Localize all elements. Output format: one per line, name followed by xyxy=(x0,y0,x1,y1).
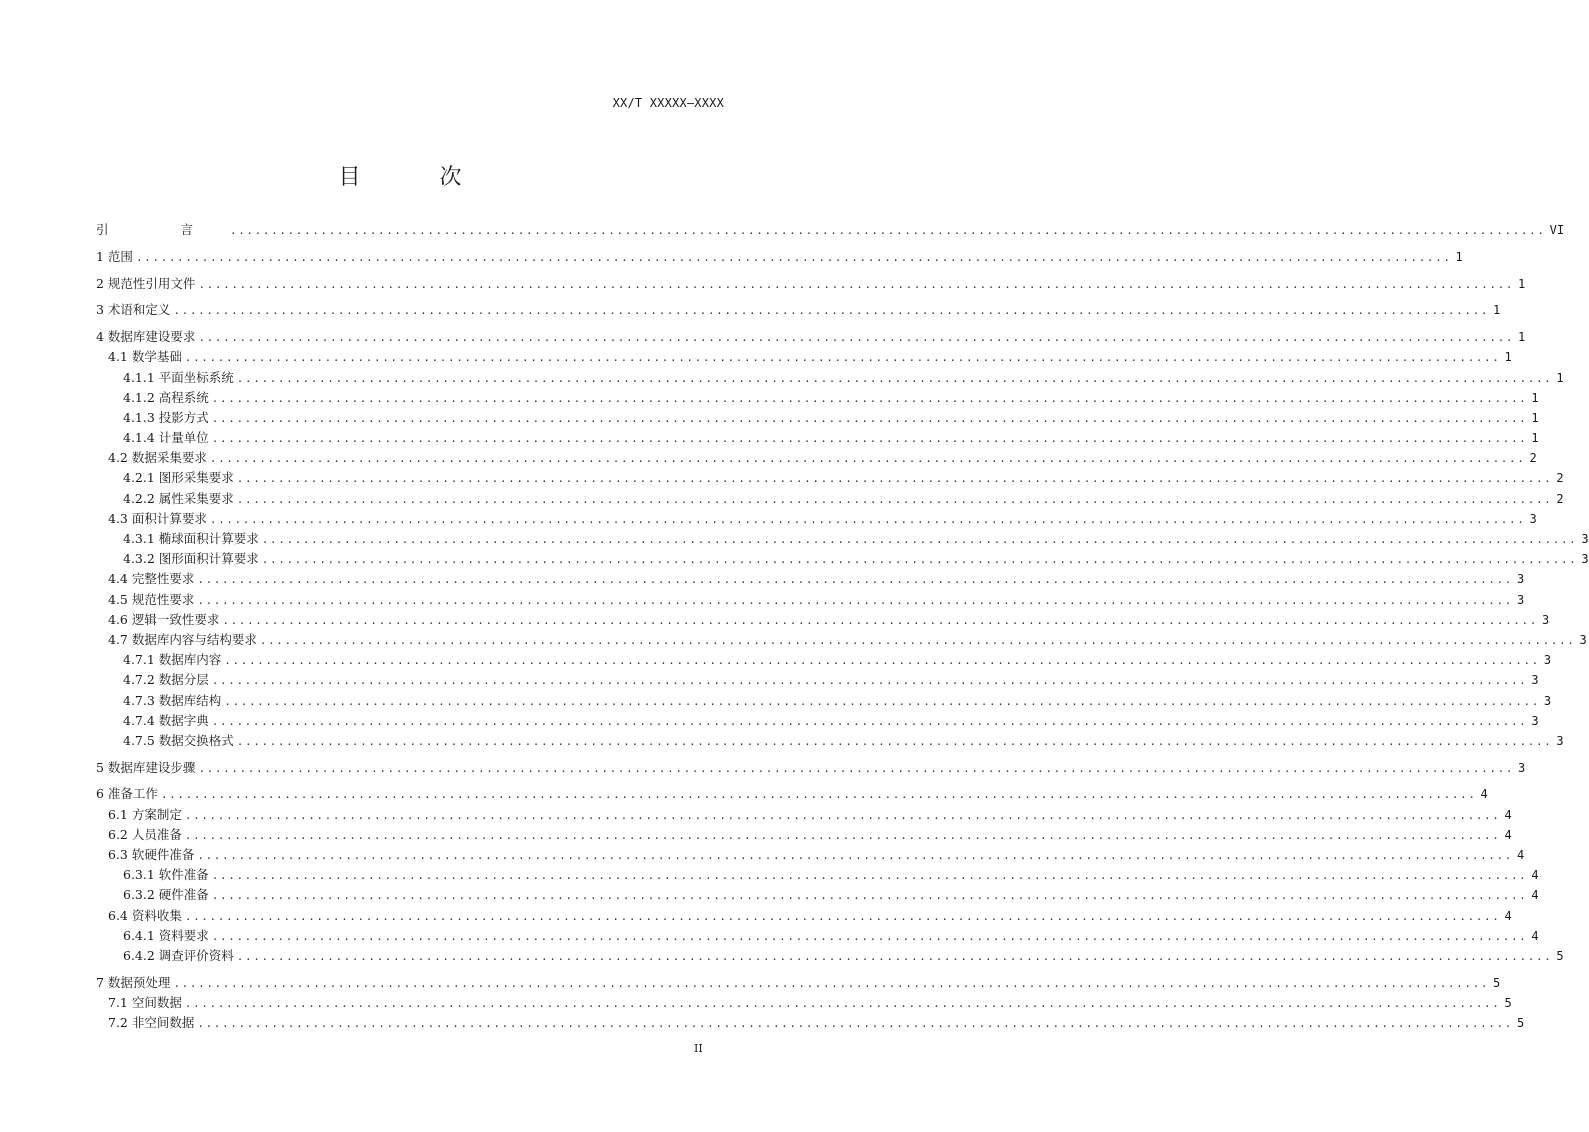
toc-dot-leader: ................................................................................................................................................................ xyxy=(229,224,1546,237)
toc-entry-label: 4.2.2 属性采集要求 xyxy=(123,490,234,506)
toc-entry[interactable] xyxy=(96,650,1552,670)
toc-entry-page: 4 xyxy=(1480,787,1488,802)
toc-entry-label: 7.2 非空间数据 xyxy=(108,1015,195,1031)
toc-dot-leader: ................................................................................................................................................................ xyxy=(236,492,1553,506)
toc-dot-leader: ................................................................................................................................................................ xyxy=(209,452,1526,466)
toc-dot-leader: ................................................................................................................................................................ xyxy=(160,788,1477,802)
toc-entry-label: 4.7.1 数据库内容 xyxy=(123,652,222,668)
toc-entry-label: 7 数据预处理 xyxy=(96,974,171,990)
toc-dot-leader: ................................................................................................................................................................ xyxy=(184,828,1501,842)
toc-entry-label: 4.1.1 平面坐标系统 xyxy=(123,369,234,385)
toc-entry-page: 3 xyxy=(1581,552,1589,567)
toc-entry-label: 4.1.2 高程系统 xyxy=(123,389,209,405)
toc-entry-label: 6.3 软硬件准备 xyxy=(108,847,195,862)
table-of-contents xyxy=(96,220,1589,1033)
toc-entry-label: 6.3.2 硬件准备 xyxy=(123,887,209,903)
toc-entry-page: 4 xyxy=(1531,888,1539,903)
toc-entry-label: 6 准备工作 xyxy=(96,786,158,802)
toc-entry-page: 4 xyxy=(1504,807,1512,822)
toc-entry-label: 4.2 数据采集要求 xyxy=(108,450,207,466)
toc-entry-page: 3 xyxy=(1581,532,1589,546)
toc-entry-page: 4 xyxy=(1516,848,1525,862)
toc-entry[interactable] xyxy=(96,946,1564,966)
toc-entry-page: 4 xyxy=(1504,827,1512,842)
toc-dot-leader: ................................................................................................................................................................ xyxy=(222,613,1538,627)
toc-entry-page: 2 xyxy=(1556,491,1564,506)
toc-entry-page: 1 xyxy=(1518,276,1526,291)
toc-entry-page: 2 xyxy=(1556,471,1564,486)
toc-entry[interactable] xyxy=(96,691,1552,711)
toc-entry-page: 4 xyxy=(1504,908,1512,923)
toc-entry-label: 引 言 xyxy=(96,222,227,237)
toc-entry-label: 4.2.1 图形采集要求 xyxy=(123,470,234,486)
toc-entry-page: 5 xyxy=(1516,1016,1525,1031)
toc-entry-label: 3 术语和定义 xyxy=(96,302,171,318)
toc-entry-page: 5 xyxy=(1556,948,1564,963)
toc-entry-label: 4.7 数据库内容与结构要求 xyxy=(108,631,257,647)
toc-dot-leader: ................................................................................................................................................................ xyxy=(224,694,1540,708)
toc-dot-leader: ................................................................................................................................................................ xyxy=(173,304,1490,318)
toc-entry[interactable] xyxy=(96,865,1539,885)
toc-entry-label: 6.4 资料收集 xyxy=(108,907,182,923)
toc-entry-page: 1 xyxy=(1518,330,1526,345)
toc-entry[interactable] xyxy=(96,529,1589,549)
toc-entry[interactable] xyxy=(96,670,1539,690)
toc-entry[interactable] xyxy=(96,468,1564,488)
toc-entry-label: 1 范围 xyxy=(96,248,133,264)
toc-entry-label: 4.1 数学基础 xyxy=(108,349,182,365)
toc-dot-leader: ................................................................................................................................................................ xyxy=(184,909,1501,923)
toc-dot-leader: ................................................................................................................................................................ xyxy=(236,472,1553,486)
toc-entry[interactable] xyxy=(96,805,1512,825)
toc-entry-label: 4.7.3 数据库结构 xyxy=(123,692,222,708)
toc-dot-leader: ................................................................................................................................................................ xyxy=(211,674,1528,688)
toc-entry[interactable] xyxy=(96,428,1539,448)
toc-entry-page: 1 xyxy=(1556,370,1564,385)
toc-entry[interactable] xyxy=(96,973,1501,993)
toc-dot-leader: ................................................................................................................................................................ xyxy=(211,889,1528,903)
toc-entry[interactable] xyxy=(96,300,1501,320)
toc-entry[interactable] xyxy=(96,569,1525,589)
toc-dot-leader: ................................................................................................................................................................ xyxy=(198,331,1515,345)
toc-entry[interactable] xyxy=(96,784,1488,804)
toc-entry[interactable] xyxy=(96,220,1565,240)
toc-entry[interactable] xyxy=(96,610,1550,630)
toc-dot-leader: ................................................................................................................................................................ xyxy=(261,533,1578,546)
toc-dot-leader: ................................................................................................................................................................ xyxy=(173,976,1490,990)
toc-dot-leader: ................................................................................................................................................................ xyxy=(211,929,1528,943)
toc-entry-page: 3 xyxy=(1529,511,1537,526)
toc-entry-page: 4 xyxy=(1531,928,1539,943)
toc-entry-page: 1 xyxy=(1531,390,1539,405)
toc-dot-leader: ................................................................................................................................................................ xyxy=(184,808,1501,822)
toc-entry-label: 4.3 面积计算要求 xyxy=(108,510,207,526)
toc-dot-leader: ................................................................................................................................................................ xyxy=(197,593,1513,607)
toc-dot-leader: ................................................................................................................................................................ xyxy=(197,573,1513,587)
toc-dot-leader: ................................................................................................................................................................ xyxy=(261,553,1578,567)
toc-entry[interactable] xyxy=(96,993,1512,1013)
toc-entry-page: 5 xyxy=(1493,975,1501,990)
toc-dot-leader: ................................................................................................................................................................ xyxy=(198,277,1515,291)
toc-dot-leader: ................................................................................................................................................................ xyxy=(211,714,1528,728)
toc-entry-label: 4.1.4 计量单位 xyxy=(123,430,209,446)
toc-dot-leader: ................................................................................................................................................................ xyxy=(211,432,1528,446)
toc-entry-page: 1 xyxy=(1504,350,1512,365)
toc-entry[interactable] xyxy=(96,489,1564,509)
toc-entry-page: 3 xyxy=(1531,673,1539,688)
toc-dot-leader: ................................................................................................................................................................ xyxy=(209,512,1526,526)
toc-entry-label: 4.3.1 椭球面积计算要求 xyxy=(123,531,259,546)
toc-title: 目 次 xyxy=(338,165,498,190)
toc-entry[interactable] xyxy=(96,448,1537,468)
toc-dot-leader: ................................................................................................................................................................ xyxy=(198,761,1515,775)
toc-entry-label: 7.1 空间数据 xyxy=(108,994,182,1010)
toc-dot-leader: ................................................................................................................................................................ xyxy=(197,849,1513,862)
toc-entry[interactable] xyxy=(96,731,1564,751)
toc-entry[interactable] xyxy=(96,327,1526,347)
toc-entry[interactable] xyxy=(96,825,1512,845)
toc-entry-label: 4.4 完整性要求 xyxy=(108,571,195,587)
page-number: II xyxy=(694,1042,703,1055)
toc-dot-leader: ................................................................................................................................................................ xyxy=(184,351,1501,365)
toc-dot-leader: ................................................................................................................................................................ xyxy=(224,654,1540,668)
toc-entry[interactable] xyxy=(96,906,1512,926)
toc-dot-leader: ................................................................................................................................................................ xyxy=(211,391,1528,405)
toc-dot-leader: ................................................................................................................................................................ xyxy=(236,371,1553,385)
toc-entry-page: 1 xyxy=(1493,303,1501,318)
toc-entry-label: 4.7.2 数据分层 xyxy=(123,672,209,688)
toc-entry[interactable] xyxy=(96,630,1587,650)
toc-entry-label: 6.2 人员准备 xyxy=(108,826,182,842)
toc-entry-label: 2 规范性引用文件 xyxy=(96,275,196,291)
toc-entry-page: 3 xyxy=(1579,632,1587,647)
toc-entry-label: 6.4.1 资料要求 xyxy=(123,927,209,943)
toc-entry-label: 6.3.1 软件准备 xyxy=(123,867,209,883)
toc-dot-leader: ................................................................................................................................................................ xyxy=(259,633,1576,647)
toc-entry[interactable] xyxy=(96,1013,1525,1033)
toc-entry[interactable] xyxy=(96,711,1539,731)
toc-entry-page: 3 xyxy=(1541,612,1550,627)
toc-entry-label: 4 数据库建设要求 xyxy=(96,329,196,345)
toc-entry[interactable] xyxy=(96,347,1512,367)
toc-entry-page: 1 xyxy=(1531,431,1539,446)
toc-entry-label: 4.5 规范性要求 xyxy=(108,591,195,607)
toc-entry-label: 4.7.5 数据交换格式 xyxy=(123,732,234,748)
toc-entry-label: 4.1.3 投影方式 xyxy=(123,409,209,425)
toc-entry-page: 4 xyxy=(1531,868,1539,883)
toc-entry[interactable] xyxy=(96,758,1526,778)
toc-entry-label: 5 数据库建设步骤 xyxy=(96,759,196,775)
toc-entry-label: 4.7.4 数据字典 xyxy=(123,712,209,728)
toc-entry[interactable] xyxy=(96,590,1525,610)
toc-entry-page: 3 xyxy=(1543,693,1552,708)
toc-dot-leader: ................................................................................................................................................................ xyxy=(211,411,1528,425)
toc-entry-page: 3 xyxy=(1516,592,1525,607)
toc-entry[interactable] xyxy=(96,274,1526,294)
toc-entry-page: 3 xyxy=(1518,760,1526,775)
toc-entry[interactable] xyxy=(96,845,1525,865)
toc-dot-leader: ................................................................................................................................................................ xyxy=(135,250,1452,264)
toc-entry-page: 5 xyxy=(1504,995,1512,1010)
toc-entry-label: 6.1 方案制定 xyxy=(108,806,182,822)
toc-entry[interactable] xyxy=(96,368,1564,388)
toc-entry[interactable] xyxy=(96,926,1539,946)
toc-entry[interactable] xyxy=(96,388,1539,408)
toc-entry-page: VI xyxy=(1549,223,1565,237)
toc-entry[interactable] xyxy=(96,549,1589,569)
toc-entry-label: 6.4.2 调查评价资料 xyxy=(123,947,234,963)
toc-entry[interactable] xyxy=(96,247,1463,267)
toc-entry-label: 4.6 逻辑一致性要求 xyxy=(108,611,220,627)
toc-entry-page: 1 xyxy=(1455,249,1463,264)
toc-entry-label: 4.3.2 图形面积计算要求 xyxy=(123,551,259,567)
toc-dot-leader: ................................................................................................................................................................ xyxy=(184,996,1501,1010)
toc-entry-page: 3 xyxy=(1556,733,1564,748)
toc-dot-leader: ................................................................................................................................................................ xyxy=(211,869,1528,883)
toc-entry[interactable] xyxy=(96,509,1537,529)
toc-entry[interactable] xyxy=(96,885,1539,905)
toc-entry-page: 2 xyxy=(1529,451,1537,466)
toc-dot-leader: ................................................................................................................................................................ xyxy=(236,734,1553,748)
document-code: XX/T XXXXX—XXXX xyxy=(612,96,724,110)
toc-entry[interactable] xyxy=(96,408,1539,428)
toc-entry-page: 1 xyxy=(1531,410,1539,425)
toc-entry-page: 3 xyxy=(1543,653,1552,668)
toc-entry-page: 3 xyxy=(1516,572,1525,587)
toc-dot-leader: ................................................................................................................................................................ xyxy=(236,949,1553,963)
toc-entry-page: 3 xyxy=(1531,713,1539,728)
toc-dot-leader: ................................................................................................................................................................ xyxy=(197,1017,1513,1031)
